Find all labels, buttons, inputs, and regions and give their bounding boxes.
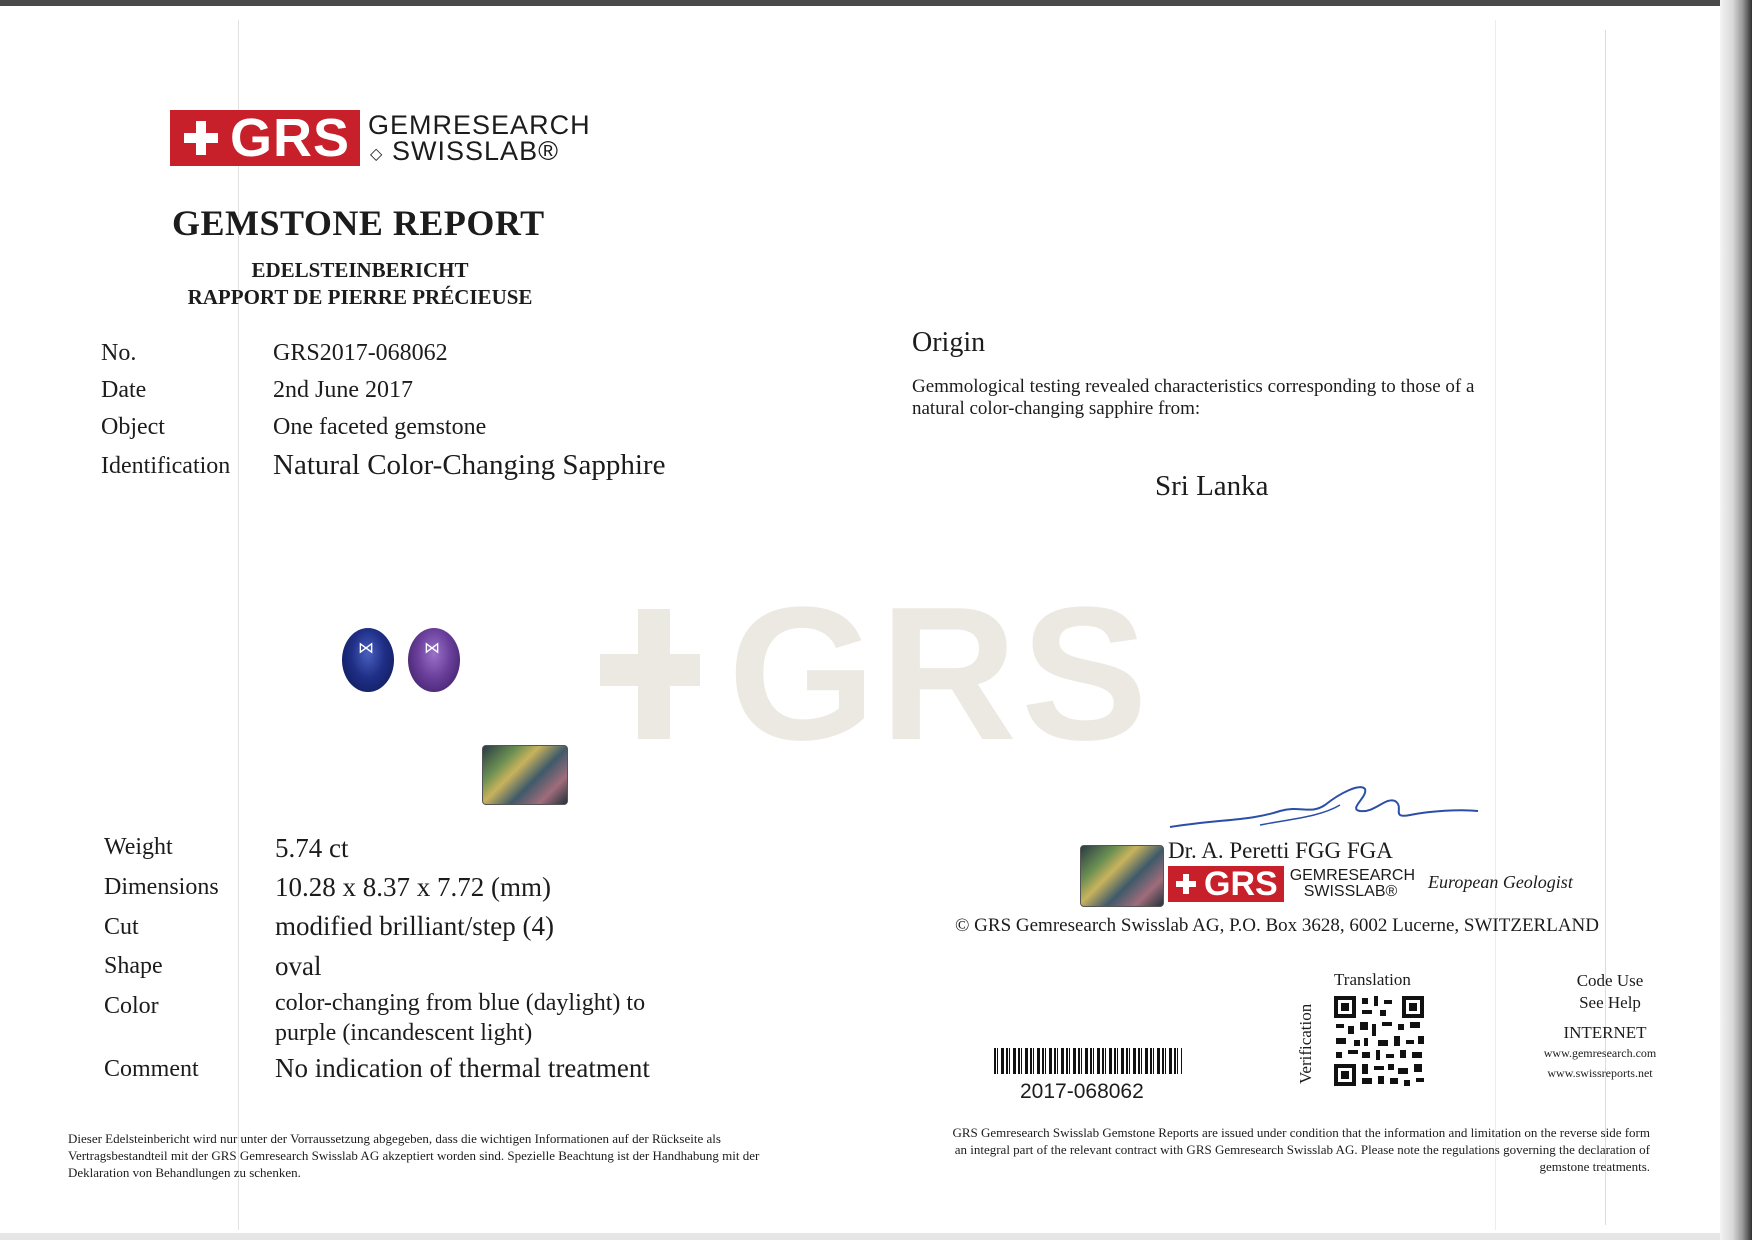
detail-label-object: Object	[101, 414, 165, 440]
property-label-color: Color	[104, 993, 159, 1019]
property-value-cut: modified brilliant/step (4)	[275, 911, 554, 941]
url-swissreports[interactable]: www.swissreports.net	[1547, 1066, 1653, 1080]
barcode-number: 2017-068062	[1020, 1080, 1144, 1103]
origin-text: Gemmological testing revealed characteristics corresponding to those of a natural color-changing sapphire from:	[912, 376, 1475, 419]
signature-title: European Geologist	[1428, 872, 1573, 892]
gem-photo-incandescent	[408, 628, 460, 692]
logo-red-box	[170, 110, 360, 166]
property-value-weight: 5.74 ct	[275, 833, 349, 863]
qr-code[interactable]	[1332, 994, 1426, 1088]
detail-label-date: Date	[101, 377, 147, 403]
grs-logo-small	[1168, 866, 1415, 902]
code-use-label: Code Use	[1576, 971, 1644, 990]
logo-sub-line2-small: SWISSLAB®	[1303, 883, 1398, 900]
detail-value-date: 2nd June 2017	[273, 377, 413, 403]
logo-sub-line1: GEMRESEARCH	[368, 110, 591, 140]
gem-highlight-icon: ⋈	[424, 640, 440, 657]
logo-sub-line2-wrap	[368, 138, 591, 164]
property-label-dimensions: Dimensions	[104, 874, 219, 900]
signature-scribble	[1160, 775, 1480, 835]
watermark-logo	[600, 565, 1152, 783]
swiss-cross-icon	[1176, 874, 1196, 894]
hologram-seal	[482, 745, 568, 805]
detail-label-identification: Identification	[101, 453, 231, 479]
detail-value-no: GRS2017-068062	[273, 340, 448, 366]
footer-german: Dieser Edelsteinbericht wird nur unter der Vorraussetzung abgegeben, dass die wichtigen Informationen auf der Rückseite als Vertragsbestandteil mit der GRS Gemresearch Swisslab AG akzeptiert worden sind. Spezielle Beachtung ist der Handhabung mit der Deklaration von Behandlungen zu schenken.	[68, 1131, 760, 1180]
detail-value-object: One faceted gemstone	[273, 414, 487, 440]
report-subtitle-de: EDELSTEINBERICHT	[251, 258, 469, 282]
logo-subtext-small	[1290, 868, 1415, 900]
qr-verification-label: Verification	[1296, 1003, 1315, 1084]
qr-translation-label: Translation	[1334, 970, 1411, 989]
see-help-label: See Help	[1579, 993, 1641, 1012]
property-value-color: color-changing from blue (daylight) to purple (incandescent light)	[275, 990, 646, 1046]
property-label-weight: Weight	[104, 834, 173, 860]
scan-edge-top	[0, 0, 1752, 6]
footer-english: GRS Gemresearch Swisslab Gemstone Reports are issued under condition that the information and limitation on the reverse side form an integral part of the relevant contract with GRS Gemresearch Swisslab AG. Please note the regulations governing the declaration of gemstone treatments.	[952, 1125, 1650, 1174]
logo-red-box-small	[1168, 866, 1284, 902]
diamond-icon: ◇	[370, 146, 384, 163]
property-label-shape: Shape	[104, 953, 163, 979]
origin-country: Sri Lanka	[1155, 470, 1269, 502]
detail-value-identification: Natural Color-Changing Sapphire	[273, 449, 666, 481]
report-title: GEMSTONE REPORT	[172, 203, 545, 243]
scan-edge-right	[1720, 0, 1752, 1240]
property-label-cut: Cut	[104, 914, 139, 940]
gem-photo-daylight	[342, 628, 394, 692]
swiss-cross-icon	[184, 121, 218, 155]
fold-line	[1495, 20, 1496, 1230]
property-value-dimensions: 10.28 x 8.37 x 7.72 (mm)	[275, 872, 551, 902]
grs-logo	[170, 110, 591, 166]
copyright-line: © GRS Gemresearch Swisslab AG, P.O. Box 3628, 6002 Lucerne, SWITZERLAND	[955, 915, 1599, 936]
gem-highlight-icon: ⋈	[358, 640, 374, 657]
logo-brand: GRS	[230, 108, 351, 168]
logo-brand-small: GRS	[1204, 865, 1278, 903]
barcode	[994, 1048, 1182, 1074]
scan-edge-bottom	[0, 1233, 1752, 1240]
internet-label: INTERNET	[1563, 1023, 1647, 1042]
url-gemresearch[interactable]: www.gemresearch.com	[1543, 1046, 1657, 1060]
watermark-text: GRS	[728, 568, 1152, 780]
hologram-seal	[1080, 845, 1164, 907]
watermark-cross-icon	[600, 609, 700, 739]
property-label-comment: Comment	[104, 1056, 199, 1082]
detail-label-no: No.	[101, 340, 137, 366]
logo-subtext	[368, 112, 591, 164]
property-value-comment: No indication of thermal treatment	[275, 1053, 650, 1083]
signature-name: Dr. A. Peretti FGG FGA	[1168, 838, 1393, 863]
logo-sub-line2: SWISSLAB®	[392, 136, 559, 166]
logo-sub-line1-small: GEMRESEARCH	[1289, 867, 1416, 884]
property-value-shape: oval	[275, 951, 322, 981]
report-subtitle-fr: RAPPORT DE PIERRE PRÉCIEUSE	[187, 285, 533, 309]
origin-title: Origin	[912, 327, 986, 358]
